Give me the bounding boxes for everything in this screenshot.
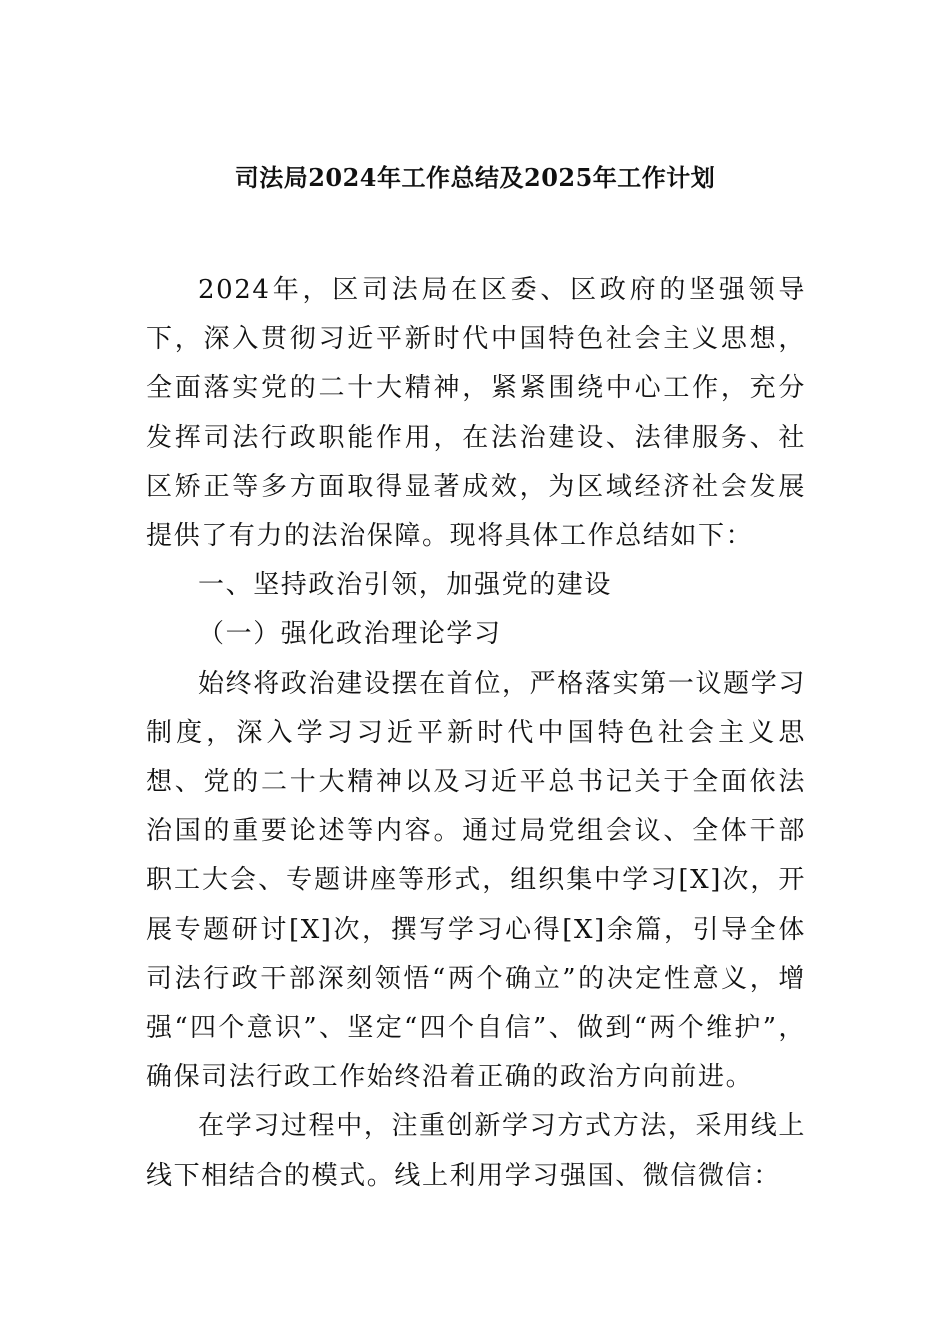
document-body — [146, 266, 806, 1201]
body-paragraph-1: 始终将政治建设摆在首位，严格落实第一议题学习制度，深入学习习近平新时代中国特色社会主义思想、党的二十大精神以及习近平总书记关于全面依法治国的重要论述等内容。通过局党组会议、全体干部职工大会、专题讲座等形式，组织集中学习[X]次，开展专题研讨[X]次，撰写学习心得[X]余篇，引导全体司法行政干部深刻领悟“两个确立”的决定性意义，增强“四个意识”、坚定“四个自信”、做到“两个维护”，确保司法行政工作始终沿着正确的政治方向前进。 — [146, 668, 806, 1093]
section-heading-1: 一、坚持政治引领，加强党的建设 — [198, 570, 613, 601]
subsection-heading-1: （一）强化政治理论学习 — [198, 619, 502, 650]
intro-paragraph: 2024年，区司法局在区委、区政府的坚强领导下，深入贯彻习近平新时代中国特色社会主义思想，全面落实党的二十大精神，紧紧围绕中心工作，充分发挥司法行政职能作用，在法治建设、法律服务、社区矫正等多方面取得显著成效，为区域经济社会发展提供了有力的法治保障。现将具体工作总结如下： — [146, 275, 806, 552]
body-paragraph-2: 在学习过程中，注重创新学习方式方法，采用线上线下相结合的模式。线上利用学习强国、微信微信： — [146, 1111, 806, 1191]
document-title: 司法局2024年工作总结及2025年工作计划 — [234, 163, 716, 192]
